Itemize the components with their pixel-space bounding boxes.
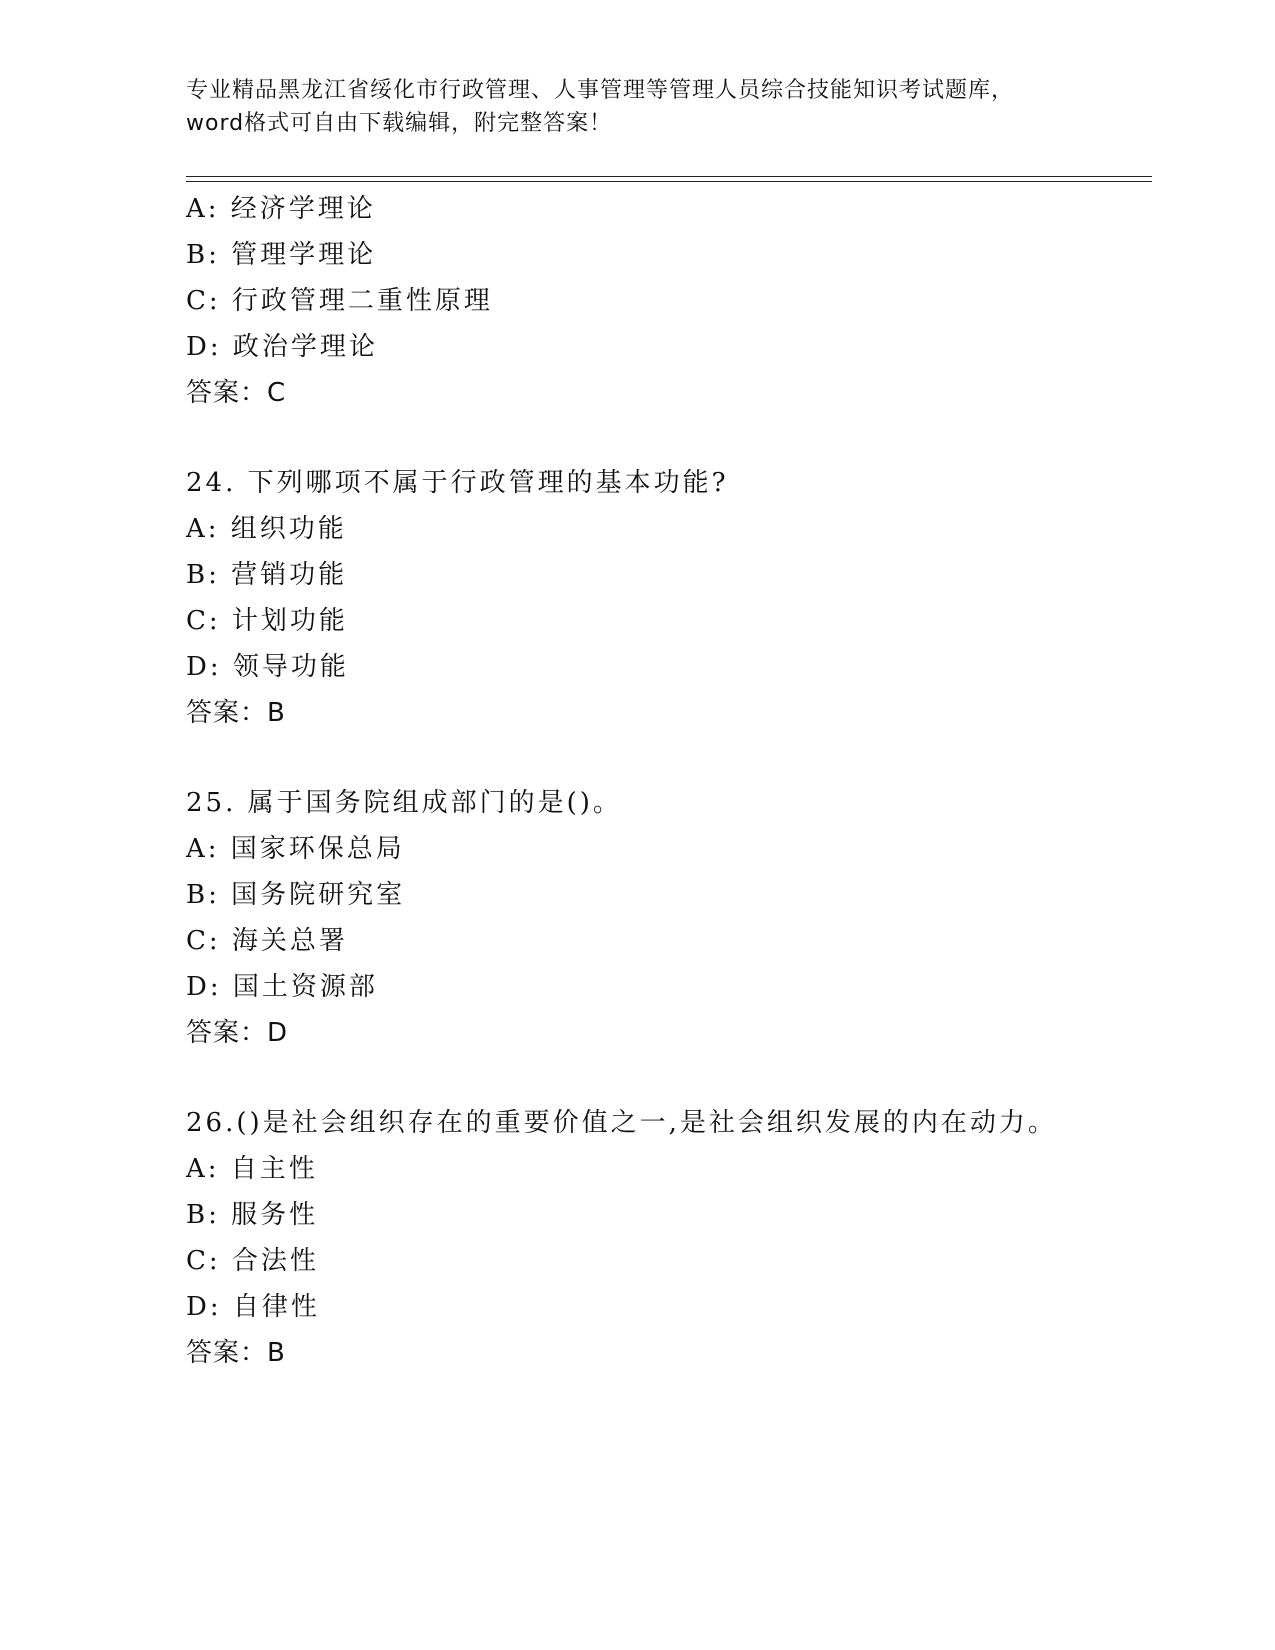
answer-line: 答案：B [186, 1338, 286, 1368]
option-a: A: 国家环保总局 [186, 834, 405, 864]
question-text: 25. 属于国务院组成部门的是()。 [186, 788, 622, 818]
option-d: D: 自律性 [186, 1292, 320, 1322]
option-c: C: 海关总署 [186, 926, 348, 956]
question-block-25 [186, 780, 1186, 1056]
option-d: D: 领导功能 [186, 652, 349, 682]
option-c: C: 合法性 [186, 1246, 319, 1276]
option-b: B: 营销功能 [186, 560, 348, 590]
question-text: 24. 下列哪项不属于行政管理的基本功能? [186, 468, 729, 498]
option-a: A: 经济学理论 [186, 194, 376, 224]
question-list [186, 186, 1186, 1376]
option-b: B: 国务院研究室 [186, 880, 406, 910]
question-text: 26.()是社会组织存在的重要价值之一,是社会组织发展的内在动力。 [186, 1108, 1057, 1138]
header-line-1: 专业精品黑龙江省绥化市行政管理、人事管理等管理人员综合技能知识考试题库， [186, 78, 1015, 103]
option-c: C: 行政管理二重性原理 [186, 286, 493, 316]
question-block-23 [186, 186, 1186, 416]
option-a: A: 自主性 [186, 1154, 318, 1184]
option-b: B: 服务性 [186, 1200, 319, 1230]
option-c: C: 计划功能 [186, 606, 348, 636]
answer-line: 答案：B [186, 698, 286, 728]
answer-line: 答案：C [186, 378, 287, 408]
header-divider-bottom [186, 181, 1152, 182]
option-d: D: 国土资源部 [186, 972, 378, 1002]
question-block-26 [186, 1100, 1186, 1376]
answer-line: 答案：D [186, 1018, 289, 1048]
header-line-2: word格式可自由下载编辑，附完整答案！ [186, 111, 613, 136]
option-a: A: 组织功能 [186, 514, 347, 544]
option-b: B: 管理学理论 [186, 240, 377, 270]
question-block-24 [186, 460, 1186, 736]
document-header [186, 74, 1086, 140]
option-d: D: 政治学理论 [186, 332, 378, 362]
header-divider-top [186, 176, 1152, 177]
